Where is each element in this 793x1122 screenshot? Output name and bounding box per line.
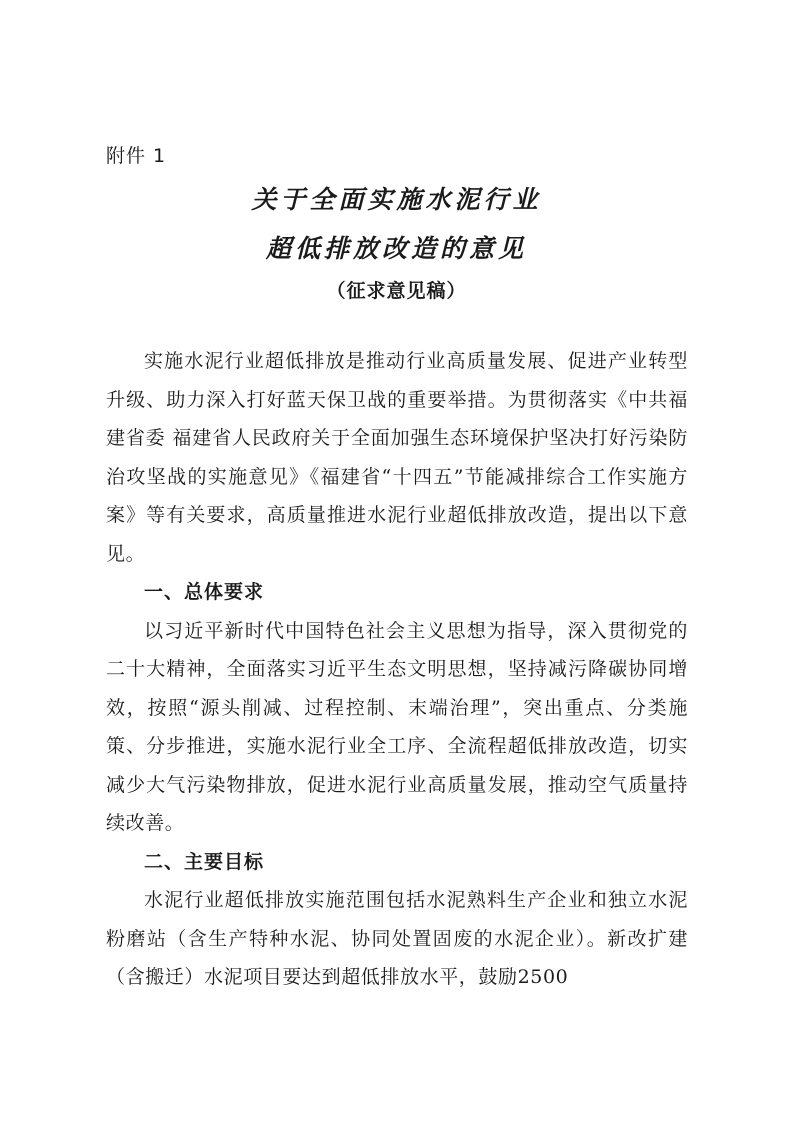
document-title-line1: 关于全面实施水泥行业	[251, 185, 542, 214]
section2-heading: 二、主要目标	[144, 850, 265, 873]
document-title-line2: 超低排放改造的意见	[265, 234, 527, 263]
document-subtitle: （征求意见稿）	[326, 280, 467, 302]
section2-paragraph: 水泥行业超低排放实施范围包括水泥熟料生产企业和独立水泥粉磨站（含生产特种水泥、协同处置固废的水泥企业）。新改扩建（含搬迁）水泥项目要达到超低排放水平，鼓励2500	[106, 889, 688, 988]
document-body	[106, 342, 688, 997]
section1-paragraph: 以习近平新时代中国特色社会主义思想为指导，深入贯彻党的二十大精神，全面落实习近平生态文明思想，坚持减污降碳协同增效，按照“源头削减、过程控制、末端治理”，突出重点、分类施策、分步推进，实施水泥行业全工序、全流程超低排放改造，切实减少大气污染物排放，促进水泥行业高质量发展，推动空气质量持续改善。	[106, 619, 688, 834]
section1-heading: 一、总体要求	[144, 581, 265, 603]
intro-paragraph: 实施水泥行业超低排放是推动行业高质量发展、促进产业转型升级、助力深入打好蓝天保卫战的重要举措。为贯彻落实《中共福建省委 福建省人民政府关于全面加强生态环境保护坚决打好污染防治攻坚战的实施意见》《福建省“十四五”节能减排综合工作实施方案》等有关要求，高质量推进水泥行业超低排放改造，提出以下意见。	[106, 350, 688, 565]
attachment-label: 附件 1	[106, 145, 167, 167]
